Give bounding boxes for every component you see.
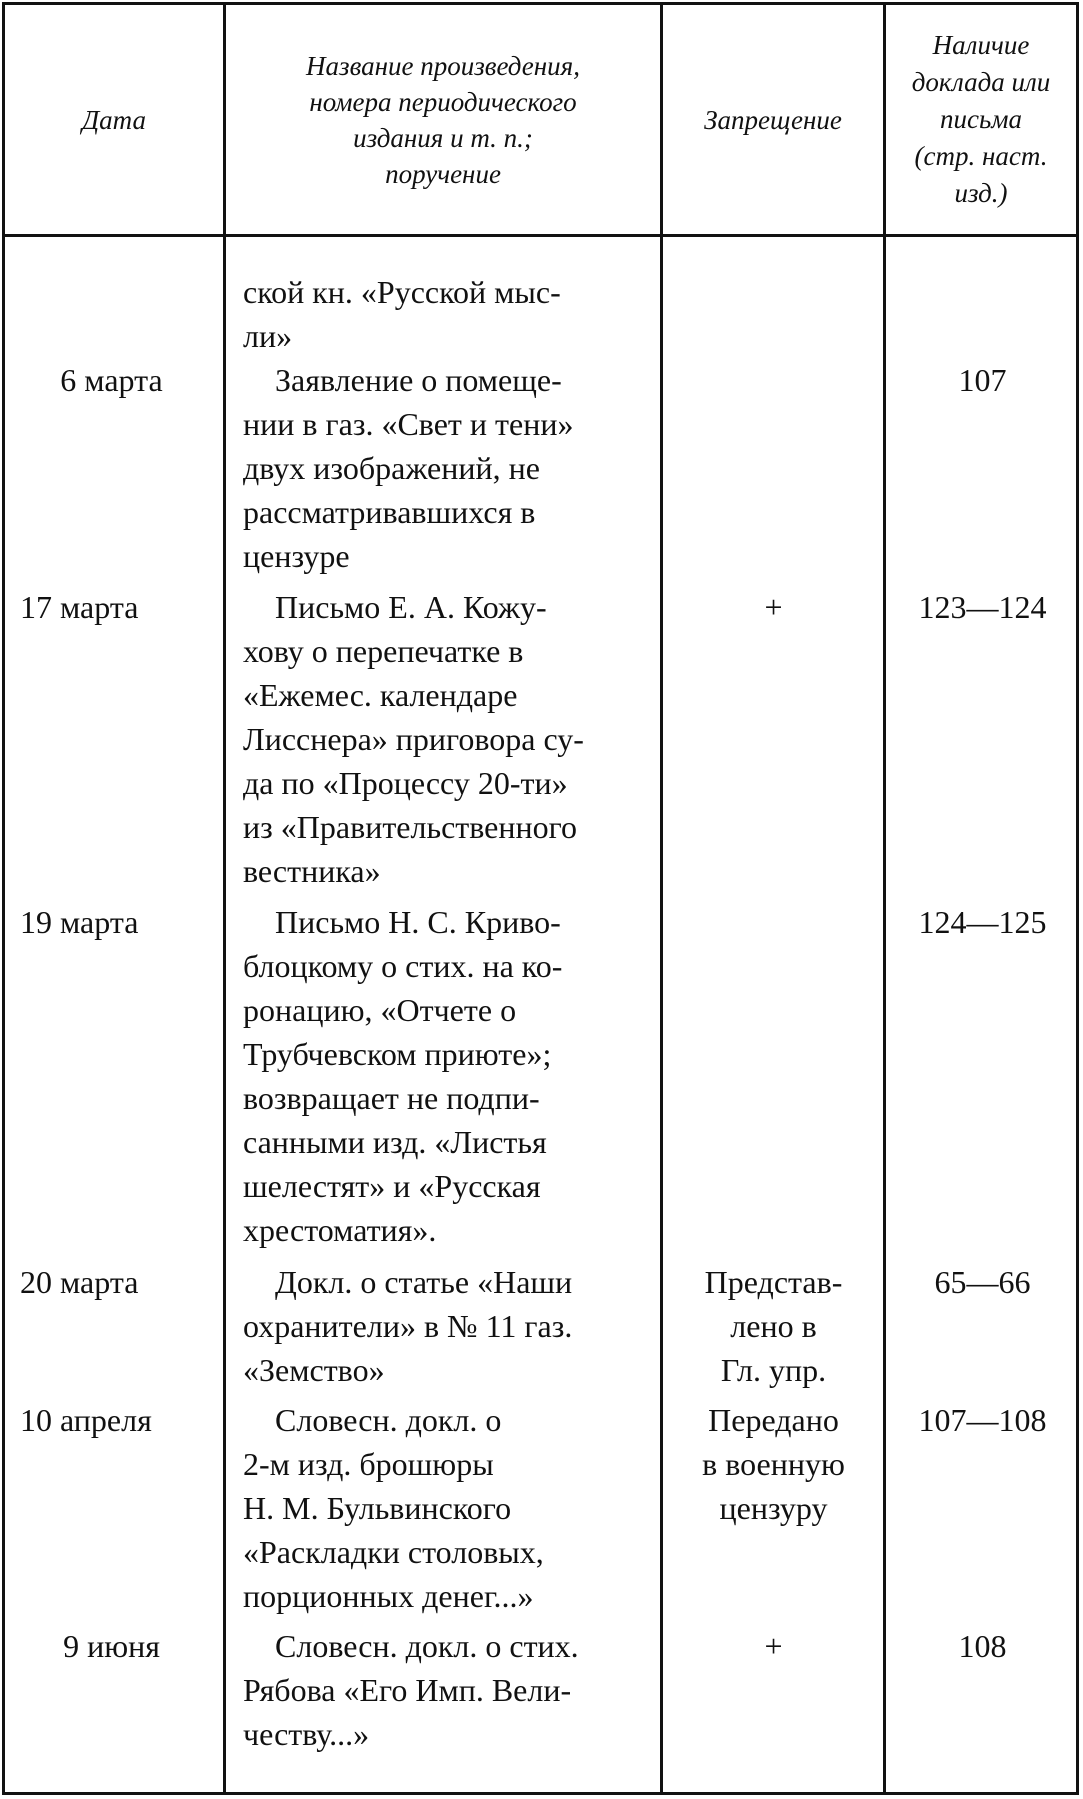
title-line: хову о перепечатке в <box>243 633 524 669</box>
title-line: «Земство» <box>243 1352 385 1388</box>
row-date: 17 марта <box>20 589 139 625</box>
header-title <box>226 5 660 234</box>
header-title-line: издания и т. п.; <box>353 122 533 153</box>
title-line: Лисснера» приговора су- <box>243 721 584 757</box>
title-line: Словесн. докл. о стих. <box>275 1628 579 1664</box>
row-ref: 107 <box>958 362 1007 398</box>
header-ref-line: изд.) <box>954 178 1008 208</box>
table-row-continuation <box>243 270 663 358</box>
header-ref-line: письма <box>939 104 1022 134</box>
row-title <box>243 900 663 1252</box>
header-ref-line: (стр. наст. <box>914 141 1048 171</box>
title-line: да по «Процессу 20-ти» <box>243 765 568 801</box>
ban-line: в военную <box>702 1446 845 1482</box>
header-ref <box>886 5 1076 234</box>
title-line: из «Правительственного <box>243 809 577 845</box>
ban-line: Передано <box>708 1402 839 1438</box>
title-line: Н. М. Бульвинского <box>243 1490 512 1526</box>
title-line: Трубчевском приюте»; <box>243 1036 552 1072</box>
title-line: ли» <box>243 318 293 354</box>
header-title-line: номера периодического <box>309 86 577 117</box>
row-date: 6 марта <box>60 362 163 398</box>
title-line: шелестят» и «Русская <box>243 1168 541 1204</box>
ban-line: лено в <box>730 1308 817 1344</box>
row-ref: 108 <box>958 1628 1007 1664</box>
title-line: 2-м изд. брошюры <box>243 1446 494 1482</box>
ban-line: Представ- <box>704 1264 843 1300</box>
header-ban <box>663 5 883 234</box>
title-line: блоцкому о стих. на ко- <box>243 948 563 984</box>
ban-line: цензуру <box>719 1490 828 1526</box>
row-title <box>243 358 663 578</box>
title-line: Докл. о статье «Наши <box>275 1264 573 1300</box>
row-date: 20 марта <box>20 1264 139 1300</box>
row-ban: + <box>764 589 783 625</box>
title-line: честву...» <box>243 1716 370 1752</box>
row-date: 10 апреля <box>20 1402 152 1438</box>
title-line: рассматривавшихся в <box>243 494 536 530</box>
title-line: Словесн. докл. о <box>275 1402 502 1438</box>
title-line: порционных денег...» <box>243 1578 534 1614</box>
header-title-line: Название произведения, <box>306 50 580 81</box>
title-line: Заявление о помеще- <box>275 362 562 398</box>
row-title <box>243 1398 663 1618</box>
header-ref-line: Наличие <box>932 30 1030 60</box>
row-ref: 124—125 <box>918 904 1047 940</box>
title-line: двух изображений, не <box>243 450 540 486</box>
row-date: 19 марта <box>20 904 139 940</box>
title-line: «Раскладки столовых, <box>243 1534 544 1570</box>
header-title-line: поручение <box>385 158 501 189</box>
row-ban <box>663 1260 884 1392</box>
title-line: возвращает не подпи- <box>243 1080 540 1116</box>
title-line: санными изд. «Листья <box>243 1124 547 1160</box>
column-divider <box>223 2 226 1795</box>
title-line: Письмо Н. С. Криво- <box>275 904 561 940</box>
row-title <box>243 1624 663 1756</box>
header-divider <box>2 234 1079 237</box>
row-ban: + <box>764 1628 783 1664</box>
row-ref: 107—108 <box>918 1402 1047 1438</box>
title-line: «Ежемес. календаре <box>243 677 518 713</box>
title-line: нии в газ. «Свет и тени» <box>243 406 574 442</box>
title-line: цензуре <box>243 538 350 574</box>
header-ban-label: Запрещение <box>704 104 842 135</box>
header-ref-line: доклада или <box>911 67 1051 97</box>
title-line: ронацию, «Отчете о <box>243 992 517 1028</box>
row-ref: 65—66 <box>934 1264 1031 1300</box>
header-date-label: Дата <box>81 104 146 135</box>
ban-line: Гл. упр. <box>720 1352 827 1388</box>
title-line: Письмо Е. А. Кожу- <box>275 589 547 625</box>
title-line: ской кн. «Русской мыс- <box>243 274 561 310</box>
row-ref: 123—124 <box>918 589 1047 625</box>
row-date: 9 июня <box>63 1628 160 1664</box>
row-title <box>243 585 663 893</box>
title-line: хрестоматия». <box>243 1212 437 1248</box>
title-line: Рябова «Его Имп. Вели- <box>243 1672 572 1708</box>
row-ban <box>663 1398 884 1530</box>
title-line: охранители» в № 11 газ. <box>243 1308 573 1344</box>
header-date <box>5 5 223 234</box>
row-title <box>243 1260 663 1392</box>
title-line: вестника» <box>243 853 381 889</box>
